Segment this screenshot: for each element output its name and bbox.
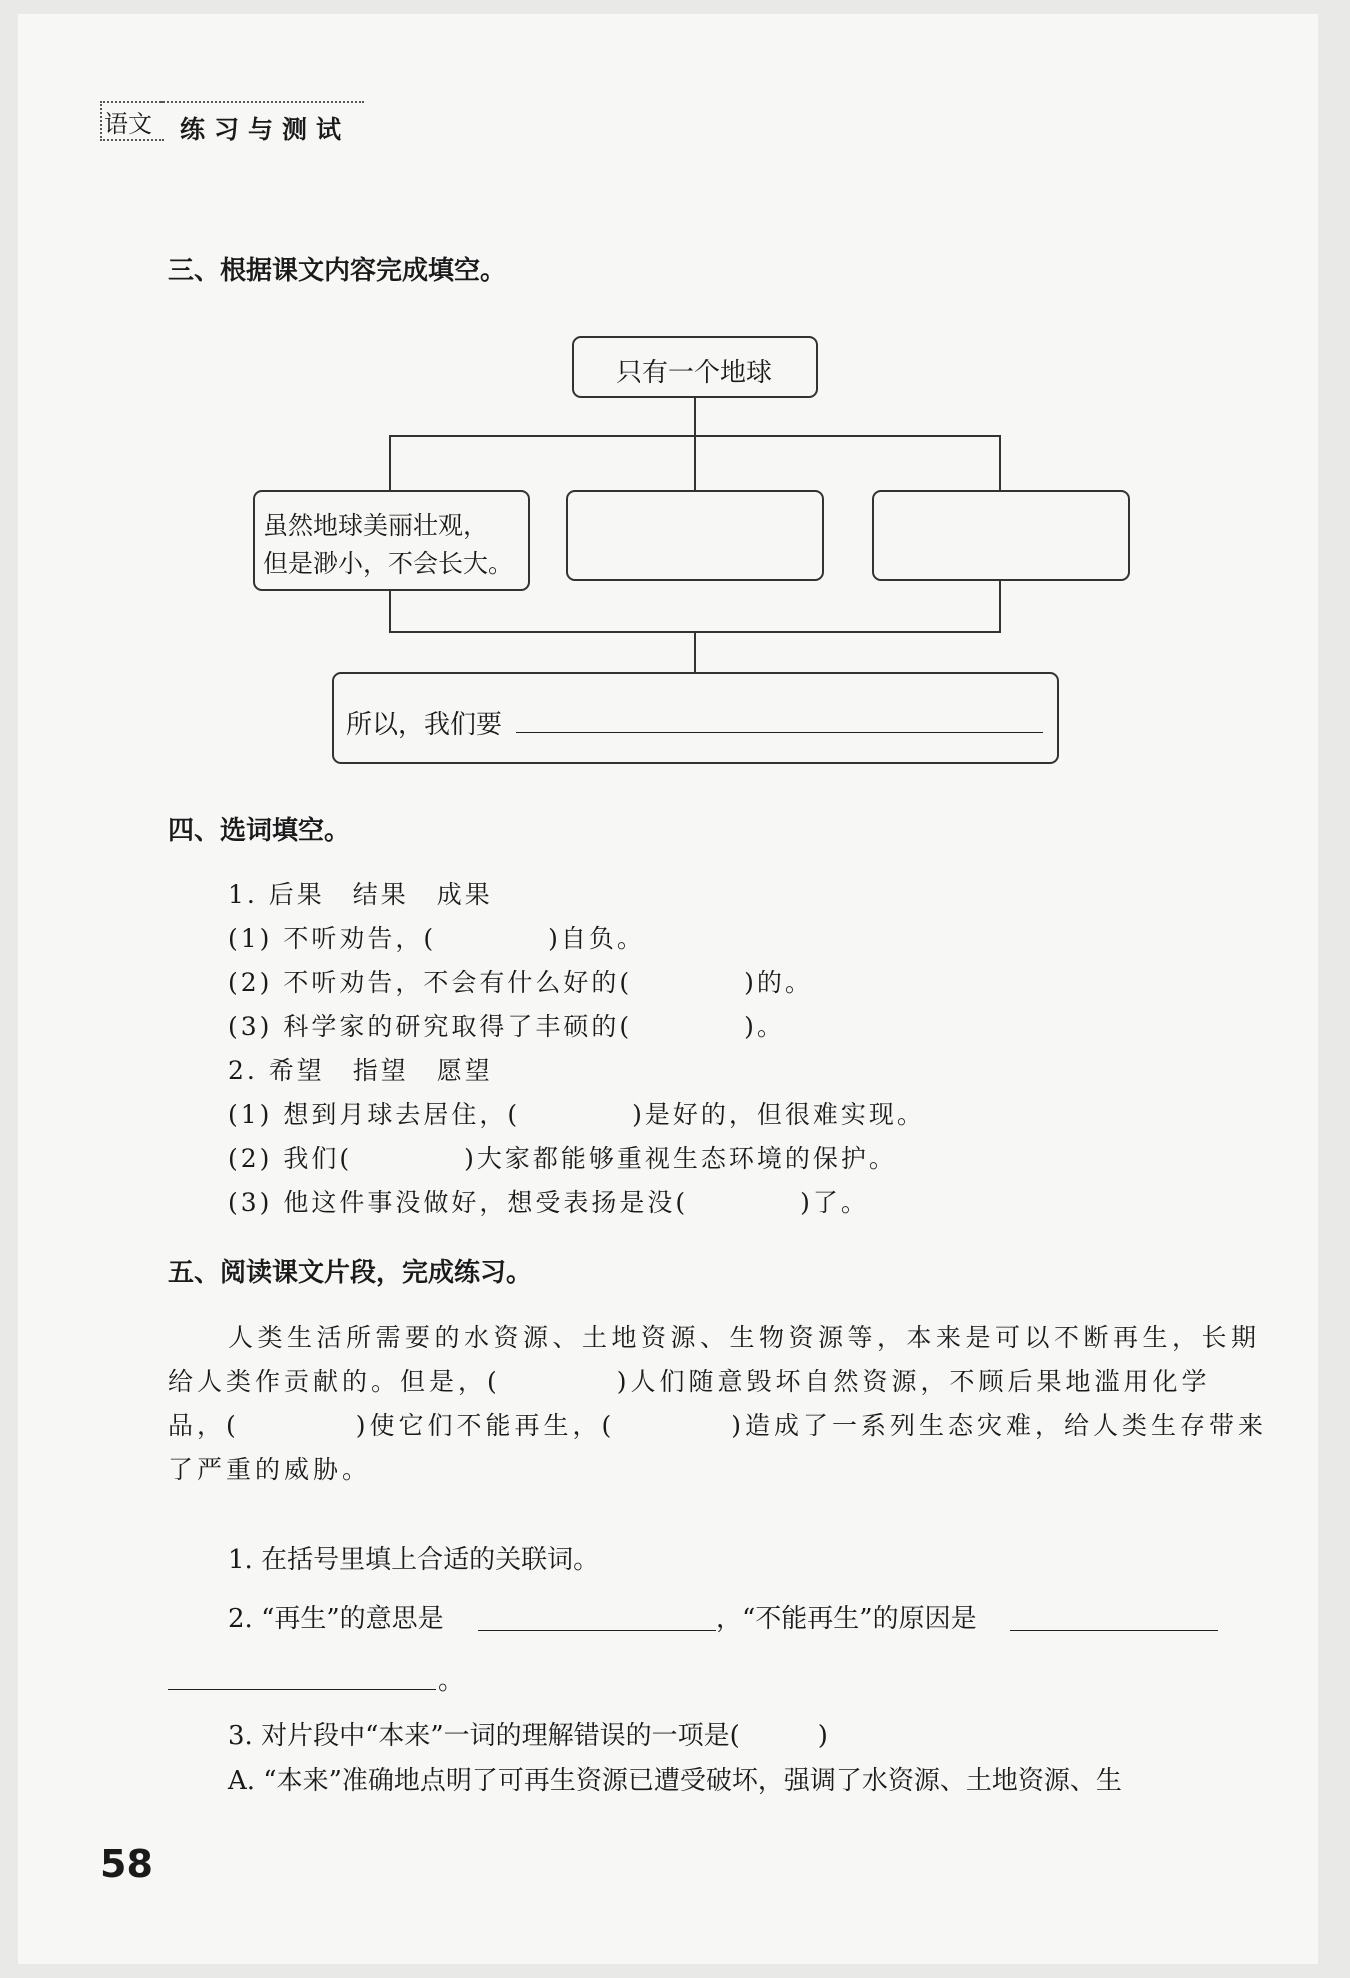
connector-left-up — [389, 590, 391, 633]
passage-line-1: 人类生活所需要的水资源、土地资源、生物资源等，本来是可以不断再生，长期 — [228, 1323, 1261, 1352]
header-book-title: 练习与测试 — [180, 115, 351, 144]
page-number: 58 — [100, 1842, 153, 1886]
passage-line-2: 给人类作贡献的。但是，( )人们随意毁坏自然资源，不顾后果地滥用化学 — [168, 1367, 1211, 1396]
q2-answer-line-2[interactable] — [1010, 1630, 1218, 1631]
diagram-middle-blank[interactable] — [566, 490, 824, 581]
fill-item-1-3: (3) 科学家的研究取得了丰硕的( )。 — [228, 1012, 785, 1041]
connector-top-bar — [389, 435, 1001, 437]
passage-line-4: 了严重的威胁。 — [168, 1455, 372, 1484]
diagram-top-box — [572, 336, 818, 398]
connector-bottom-stem — [694, 631, 696, 673]
header-rule — [160, 101, 364, 103]
question-2-part2: ，“不能再生”的原因是 — [716, 1604, 977, 1634]
fill-item-1-1: (1) 不听劝告，( )自负。 — [228, 924, 645, 953]
diagram-bottom-answer-line[interactable] — [516, 732, 1043, 733]
diagram-bottom-prefix: 所以，我们要 — [346, 710, 503, 740]
diagram-right-blank[interactable] — [872, 490, 1130, 581]
diagram-left-line2: 但是渺小，不会长大。 — [263, 549, 514, 578]
connector-left-down — [389, 435, 391, 491]
fill-item-2-3: (3) 他这件事没做好，想受表扬是没( )了。 — [228, 1188, 869, 1217]
passage-line-3: 品，( )使它们不能再生，( )造成了一系列生态灾难，给人类生存带来 — [168, 1411, 1268, 1440]
diagram-left-line1: 虽然地球美丽壮观， — [263, 511, 489, 540]
diagram-top-text: 只有一个地球 — [616, 358, 773, 388]
fill-item-2-2: (2) 我们( )大家都能够重视生态环境的保护。 — [228, 1144, 897, 1173]
q2-answer-line-3[interactable] — [168, 1689, 436, 1690]
section-3-title: 三、根据课文内容完成填空。 — [168, 256, 507, 286]
diagram-left-box — [253, 490, 530, 591]
connector-right-down — [999, 435, 1001, 491]
connector-top-stem — [694, 397, 696, 490]
fill-item-2-1: (1) 想到月球去居住，( )是好的，但很难实现。 — [228, 1100, 925, 1129]
question-3: 3. 对片段中“本来”一词的理解错误的一项是( ) — [228, 1721, 828, 1751]
diagram-bottom-box — [332, 672, 1059, 764]
question-2-end: 。 — [438, 1666, 465, 1696]
question-2-part1: 2. “再生”的意思是 — [228, 1604, 444, 1634]
section-5-title: 五、阅读课文片段，完成练习。 — [168, 1258, 533, 1288]
q2-answer-line-1[interactable] — [478, 1630, 716, 1631]
section-4-title: 四、选词填空。 — [168, 816, 351, 846]
connector-right-up — [999, 580, 1001, 633]
fill-item-1-2: (2) 不听劝告，不会有什么好的( )的。 — [228, 968, 813, 997]
header-subject: 语文 — [104, 110, 152, 138]
word-group-2: 2. 希望 指望 愿望 — [228, 1056, 493, 1085]
option-a: A. “本来”准确地点明了可再生资源已遭受破坏，强调了水资源、土地资源、生 — [228, 1766, 1122, 1796]
question-1: 1. 在括号里填上合适的关联词。 — [228, 1545, 600, 1575]
word-group-1: 1. 后果 结果 成果 — [228, 880, 493, 909]
